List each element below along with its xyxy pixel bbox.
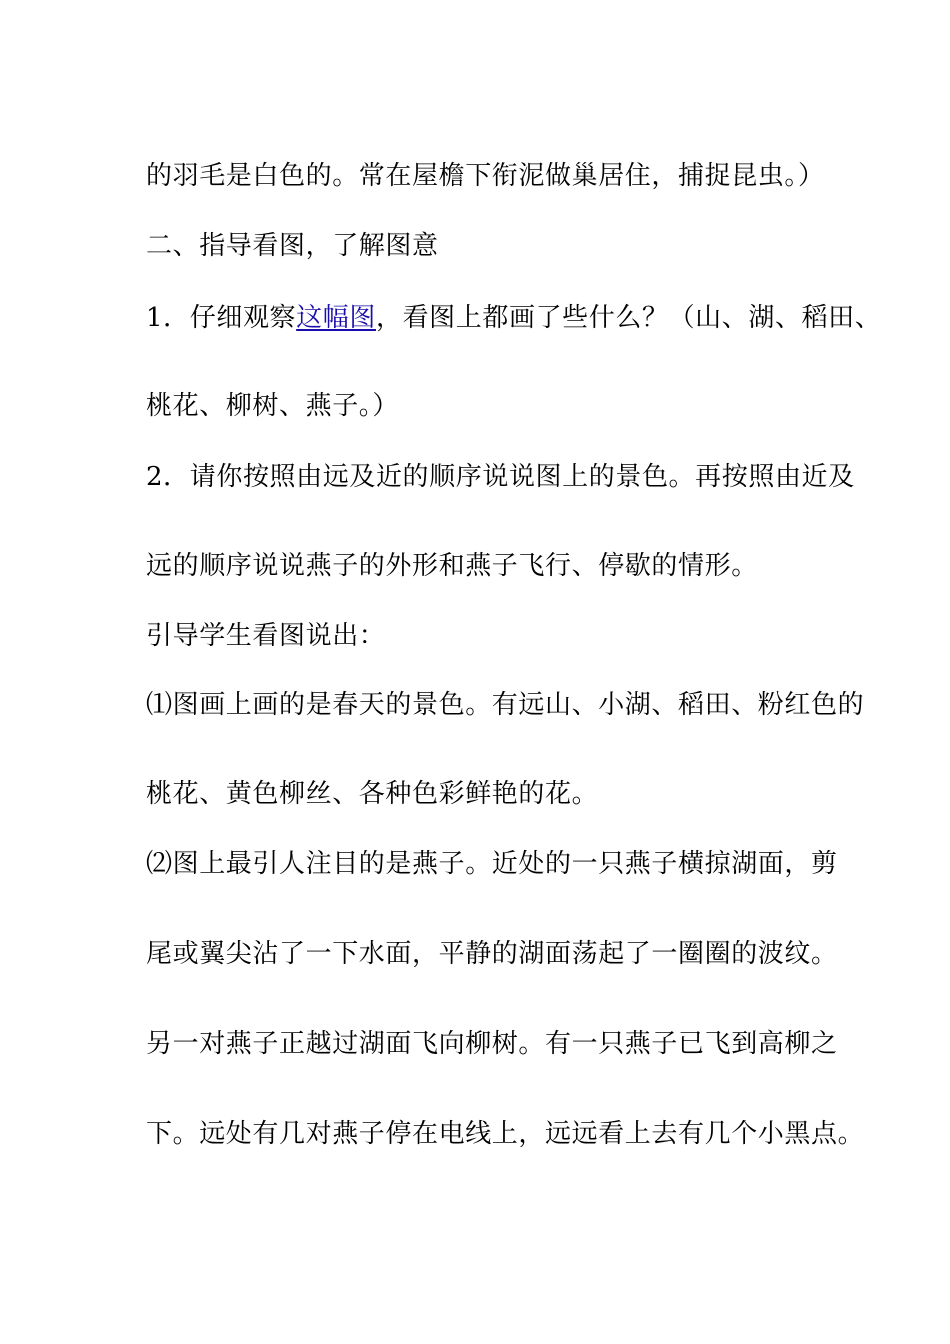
paragraph-line: 尾或翼尖沾了一下水面，平静的湖面荡起了一圈圈的波纹。 xyxy=(146,939,838,969)
line-text: 1．仔细观察 xyxy=(146,303,297,333)
section-heading: 二、指导看图，了解图意 xyxy=(146,231,439,261)
paragraph-line: 引导学生看图说出： xyxy=(146,621,386,651)
paragraph-line: 桃花、柳树、燕子。） xyxy=(146,391,400,421)
paragraph-line: ⑴图画上画的是春天的景色。有远山、小湖、稻田、粉红色的 xyxy=(146,690,865,720)
paragraph-line: ⑵图上最引人注目的是燕子。近处的一只燕子横掠湖面，剪 xyxy=(146,849,838,879)
paragraph-line: 下。远处有几对燕子停在电线上，远远看上去有几个小黑点。 xyxy=(146,1119,865,1149)
paragraph-line: 桃花、黄色柳丝、各种色彩鲜艳的花。 xyxy=(146,779,599,809)
paragraph-line: 2．请你按照由远及近的顺序说说图上的景色。再按照由近及 xyxy=(146,462,855,492)
paragraph-line: 远的顺序说说燕子的外形和燕子飞行、停歇的情形。 xyxy=(146,551,758,581)
paragraph-line xyxy=(146,302,882,334)
paragraph-line: 另一对燕子正越过湖面飞向柳树。有一只燕子已飞到高柳之 xyxy=(146,1029,838,1059)
line-text: ，看图上都画了些什么？（山、湖、稻田、 xyxy=(375,303,882,333)
paragraph-line: 的羽毛是白色的。常在屋檐下衔泥做巢居住，捕捉昆虫。） xyxy=(146,161,825,191)
image-link[interactable]: 这幅图 xyxy=(296,303,376,333)
